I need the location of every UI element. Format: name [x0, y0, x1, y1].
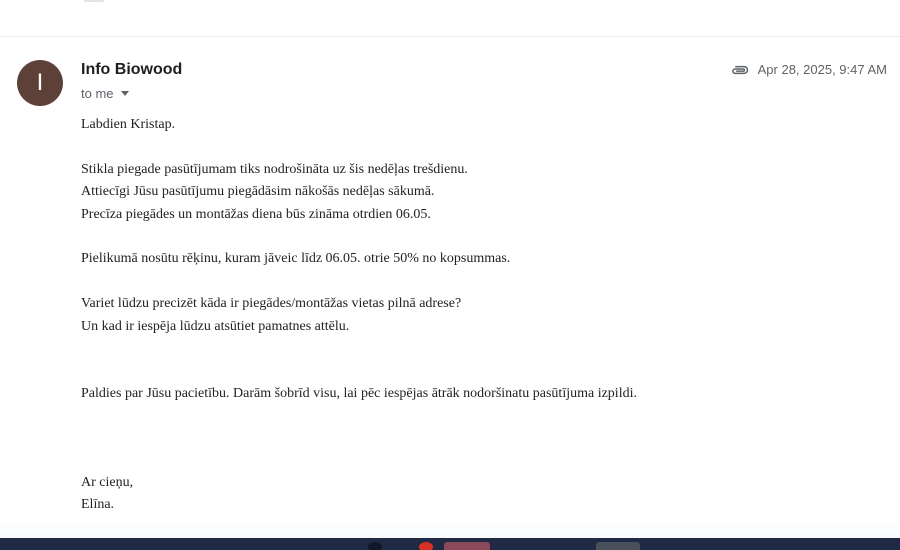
taskbar-app-icon[interactable]: [419, 542, 433, 550]
body-closing: Ar cieņu,: [81, 475, 134, 490]
body-line: Un kad ir iespēja lūdzu atsūtiet pamatnes attēlu.: [81, 319, 350, 334]
sender-avatar[interactable]: [17, 60, 63, 106]
message-date: Apr 28, 2025, 9:47 AM: [757, 62, 887, 77]
recipient-details-toggle[interactable]: [81, 86, 129, 101]
message-divider: [0, 36, 900, 37]
os-taskbar: [0, 538, 900, 550]
body-line: Paldies par Jūsu pacietību. Darām šobrīd visu, lai pēc iespējas ātrāk nodoršinatu pasūtījuma izpildi.: [81, 386, 637, 401]
taskbar-active-app[interactable]: [444, 542, 490, 550]
taskbar-app-icon[interactable]: [596, 542, 640, 550]
body-line: Stikla piegade pasūtījumam tiks nodrošināta uz šis nedēļas trešdienu.: [81, 162, 468, 177]
scroll-fade: [0, 520, 900, 538]
body-line: Precīza piegādes un montāžas diena būs zināma otrdien 06.05.: [81, 207, 431, 222]
previous-message-stub: [84, 0, 104, 2]
body-signature: Elīna.: [81, 497, 115, 512]
message-meta: [730, 62, 887, 77]
body-line: Attiecīgi Jūsu pasūtījumu piegādāsim nākošās nedēļas sākumā.: [81, 184, 435, 199]
recipient-label: to me: [81, 86, 114, 101]
sender-name[interactable]: Info Biowood: [81, 61, 183, 78]
paperclip-icon: [730, 63, 750, 77]
taskbar-app-icon[interactable]: [368, 542, 382, 550]
previous-message-strip: [0, 0, 900, 36]
body-line: Variet lūdzu precizēt kāda ir piegādes/montāžas vietas pilnā adrese?: [81, 296, 462, 311]
body-greeting: Labdien Kristap.: [81, 117, 176, 132]
body-line: Pielikumā nosūtu rēķinu, kuram jāveic līdz 06.05. otrie 50% no kopsummas.: [81, 251, 511, 266]
avatar-initial: I: [36, 69, 44, 96]
chevron-down-icon[interactable]: [121, 91, 129, 96]
